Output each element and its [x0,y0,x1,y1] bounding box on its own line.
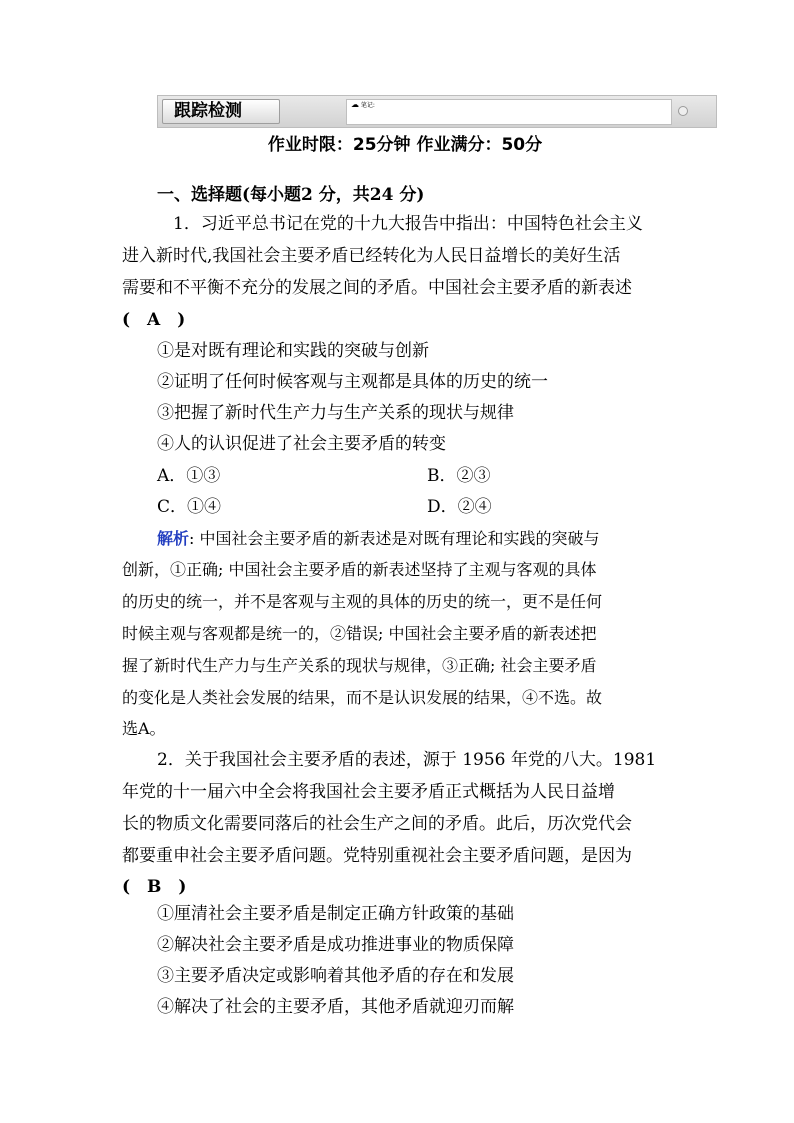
circle-icon [678,106,688,116]
banner-title: 跟踪检测 [162,99,280,124]
q2-line-2: 年党的十一届六中全会将我国社会主要矛盾正式概括为人民日益增 [122,782,615,802]
notes-field[interactable] [346,99,672,125]
q1-option-4: ④人的认识促进了社会主要矛盾的转变 [157,434,446,454]
q1-choice-b: B．②③ [427,466,491,486]
q1-analysis-line-6: 的变化是人类社会发展的结果，而不是认识发展的结果，④不选。故 [122,688,603,707]
q1-analysis-line-2: 创新，①正确; 中国社会主要矛盾的新表述坚持了主观与客观的具体 [122,560,597,579]
time-limit: 作业时限：25分钟 作业满分：50分 [267,135,543,155]
notes-label: 笔记: [360,102,375,109]
q2-line-4: 都要重申社会主要矛盾问题。党特别重视社会主要矛盾问题，是因为 [122,846,632,866]
q2-option-4: ④解决了社会的主要矛盾，其他矛盾就迎刃而解 [157,997,514,1017]
analysis-label: 解析 [157,529,190,548]
q1-answer: ( A ) [122,310,186,330]
header-banner [157,95,717,128]
q1-line-1: 1．习近平总书记在党的十九大报告中指出：中国特色社会主义 [173,214,643,234]
q1-choice-d: D．②④ [427,497,492,517]
q1-option-3: ③把握了新时代生产力与生产关系的现状与规律 [157,403,514,423]
q2-line-3: 长的物质文化需要同落后的社会生产之间的矛盾。此后，历次党代会 [122,814,632,834]
q1-choice-c: C．①④ [157,497,222,517]
q1-analysis-line-5: 握了新时代生产力与生产关系的现状与规律，③正确; 社会主要矛盾 [122,656,597,675]
section-title: 一、选择题(每小题2 分，共24 分) [157,185,425,205]
q2-option-2: ②解决社会主要矛盾是成功推进事业的物质保障 [157,935,514,955]
q1-analysis-line-4: 时候主观与客观都是统一的，②错误; 中国社会主要矛盾的新表述把 [122,624,597,643]
q1-option-2: ②证明了任何时候客观与主观都是具体的历史的统一 [157,372,548,392]
notes-icon: ☁ [351,100,359,109]
q2-answer: ( B ) [122,877,187,897]
q1-analysis-line-3: 的历史的统一，并不是客观与主观的具体的历史的统一，更不是任何 [122,592,603,611]
q1-line-3: 需要和不平衡不充分的发展之间的矛盾。中国社会主要矛盾的新表述 [122,278,632,298]
q1-choice-a: A．①③ [157,466,221,486]
q2-line-1: 2．关于我国社会主要矛盾的表述，源于 1956 年党的八大。1981 [157,750,657,770]
q1-line-2: 进入新时代,我国社会主要矛盾已经转化为人民日益增长的美好生活 [122,246,621,266]
q1-analysis-line-1: 解析: 中国社会主要矛盾的新表述是对既有理论和实践的突破与 [157,529,600,548]
q2-option-3: ③主要矛盾决定或影响着其他矛盾的存在和发展 [157,966,514,986]
q2-option-1: ①厘清社会主要矛盾是制定正确方针政策的基础 [157,904,514,924]
q1-analysis-line-7: 选A。 [122,719,166,738]
q1-option-1: ①是对既有理论和实践的突破与创新 [157,341,429,361]
